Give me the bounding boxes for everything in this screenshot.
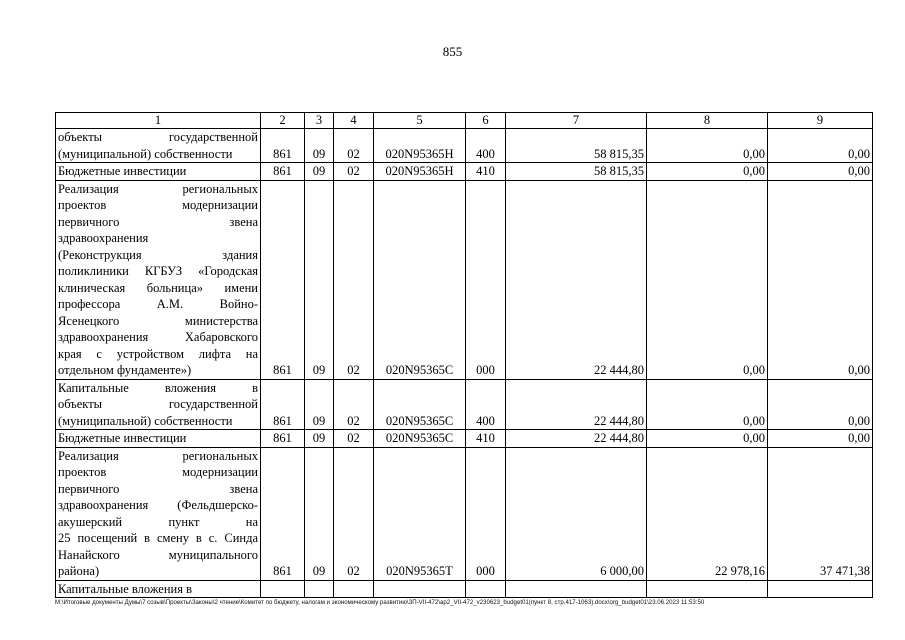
ministry-code-cell: 861 (261, 163, 305, 181)
section-code-cell: 09 (305, 447, 334, 580)
row-name-line: Ясенецкого министерства (58, 313, 258, 328)
row-name-line: Нанайского муниципального (58, 547, 258, 562)
expense-type-code-cell: 400 (466, 129, 506, 163)
row-name-line: акушерский пункт на (58, 514, 258, 529)
row-name-line: проектов модернизации (58, 465, 258, 479)
target-article-code-cell: 020N95365H (374, 163, 466, 181)
expense-type-code-cell: 410 (466, 430, 506, 448)
section-code-cell: 09 (305, 129, 334, 163)
amount-year-2-cell: 0,00 (647, 129, 768, 163)
table-row (56, 129, 873, 163)
expense-type-code-cell: 000 (466, 447, 506, 580)
subsection-code-cell: 02 (334, 379, 374, 430)
row-name-line: Капитальные вложения в (58, 380, 258, 395)
amount-year-1-cell: 6 000,00 (506, 447, 647, 580)
ministry-code-cell: 861 (261, 379, 305, 430)
header-cell-8: 8 (647, 113, 768, 129)
row-name-line: первичного звена (58, 481, 258, 496)
subsection-code-cell: 02 (334, 129, 374, 163)
subsection-code-cell: 02 (334, 163, 374, 181)
section-code-cell (305, 580, 334, 598)
section-code-cell: 09 (305, 430, 334, 448)
target-article-code-cell: 020N95365C (374, 180, 466, 379)
ministry-code-cell: 861 (261, 430, 305, 448)
row-name-line: объекты государственной (58, 397, 258, 411)
ministry-code-cell: 861 (261, 129, 305, 163)
expense-type-code-cell: 400 (466, 379, 506, 430)
subsection-code-cell: 02 (334, 430, 374, 448)
table-header-row (56, 113, 873, 129)
table-row (56, 580, 873, 598)
amount-year-2-cell (647, 580, 768, 598)
amount-year-3-cell: 37 471,38 (768, 447, 873, 580)
subsection-code-cell: 02 (334, 180, 374, 379)
row-name-line: поликлиники КГБУЗ «Городская (58, 264, 258, 278)
row-name-line: Реализация региональных (58, 448, 258, 463)
row-name-cell (56, 180, 261, 379)
amount-year-3-cell: 0,00 (768, 129, 873, 163)
table-row (56, 379, 873, 430)
row-name-line: Капитальные вложения в (58, 581, 192, 596)
header-cell-7: 7 (506, 113, 647, 129)
row-name-cell (56, 447, 261, 580)
row-name-cell (56, 379, 261, 430)
row-name-cell (56, 163, 261, 181)
ministry-code-cell: 861 (261, 447, 305, 580)
row-name-cell (56, 129, 261, 163)
row-name-line: здравоохранения (Фельдшерско- (58, 498, 258, 512)
amount-year-3-cell (768, 580, 873, 598)
header-cell-4: 4 (334, 113, 374, 129)
target-article-code-cell: 020N95365C (374, 430, 466, 448)
header-cell-3: 3 (305, 113, 334, 129)
amount-year-1-cell: 22 444,80 (506, 430, 647, 448)
target-article-code-cell: 020N95365T (374, 447, 466, 580)
row-name-line: проектов модернизации (58, 198, 258, 212)
amount-year-2-cell: 0,00 (647, 379, 768, 430)
amount-year-1-cell: 58 815,35 (506, 129, 647, 163)
header-cell-6: 6 (466, 113, 506, 129)
target-article-code-cell: 020N95365H (374, 129, 466, 163)
row-name-line: объекты государственной (58, 130, 258, 144)
subsection-code-cell (334, 580, 374, 598)
expense-type-code-cell (466, 580, 506, 598)
row-name-line: профессора А.М. Войно- (58, 297, 258, 311)
expense-type-code-cell: 000 (466, 180, 506, 379)
row-name-line: Бюджетные инвестиции (58, 164, 187, 178)
ministry-code-cell (261, 580, 305, 598)
amount-year-2-cell: 22 978,16 (647, 447, 768, 580)
table-row (56, 430, 873, 448)
header-cell-1: 1 (56, 113, 261, 129)
page-number: 855 (442, 44, 463, 59)
budget-table (55, 112, 873, 598)
amount-year-1-cell: 22 444,80 (506, 379, 647, 430)
amount-year-1-cell (506, 580, 647, 598)
row-name-line: Бюджетные инвестиции (58, 431, 187, 445)
amount-year-3-cell: 0,00 (768, 430, 873, 448)
amount-year-3-cell: 0,00 (768, 379, 873, 430)
row-name-line: края с устройством лифта на (58, 346, 258, 361)
amount-year-3-cell: 0,00 (768, 163, 873, 181)
section-code-cell: 09 (305, 180, 334, 379)
row-name-line: (Реконструкция здания (58, 247, 258, 262)
amount-year-2-cell: 0,00 (647, 430, 768, 448)
amount-year-2-cell: 0,00 (647, 163, 768, 181)
header-cell-9: 9 (768, 113, 873, 129)
table-row (56, 163, 873, 181)
section-code-cell: 09 (305, 163, 334, 181)
row-name-line: первичного звена (58, 214, 258, 229)
header-cell-5: 5 (374, 113, 466, 129)
document-path-footer: M:\Итоговые документы Думы\7 созыв\Проекты\Законы\2 чтение\Комитет по бюджету, налогам и экономическому развитию\ЗП-VII-472\ap2_VII-472_v230623_budget01(пункт 8, стр.417-1063).docx\org_budget01\23.06.2023 11:53:50 (55, 599, 705, 606)
table-row (56, 180, 873, 379)
row-name-cell (56, 430, 261, 448)
row-name-cell (56, 580, 261, 598)
table-row (56, 447, 873, 580)
row-name-line: здравоохранения (58, 231, 149, 245)
row-name-line: отдельном фундаменте») (58, 363, 192, 377)
amount-year-2-cell: 0,00 (647, 180, 768, 379)
ministry-code-cell: 861 (261, 180, 305, 379)
amount-year-1-cell: 22 444,80 (506, 180, 647, 379)
target-article-code-cell: 020N95365C (374, 379, 466, 430)
amount-year-1-cell: 58 815,35 (506, 163, 647, 181)
row-name-line: района) (58, 564, 100, 578)
header-cell-2: 2 (261, 113, 305, 129)
row-name-line: здравоохранения Хабаровского (58, 330, 258, 344)
row-name-line: 25 посещений в смену в с. Синда (58, 531, 258, 545)
row-name-line: (муниципальной) собственности (58, 146, 233, 161)
row-name-line: клиническая больница» имени (58, 280, 258, 295)
amount-year-3-cell: 0,00 (768, 180, 873, 379)
row-name-line: Реализация региональных (58, 181, 258, 196)
target-article-code-cell (374, 580, 466, 598)
subsection-code-cell: 02 (334, 447, 374, 580)
section-code-cell: 09 (305, 379, 334, 430)
row-name-line: (муниципальной) собственности (58, 413, 233, 428)
expense-type-code-cell: 410 (466, 163, 506, 181)
